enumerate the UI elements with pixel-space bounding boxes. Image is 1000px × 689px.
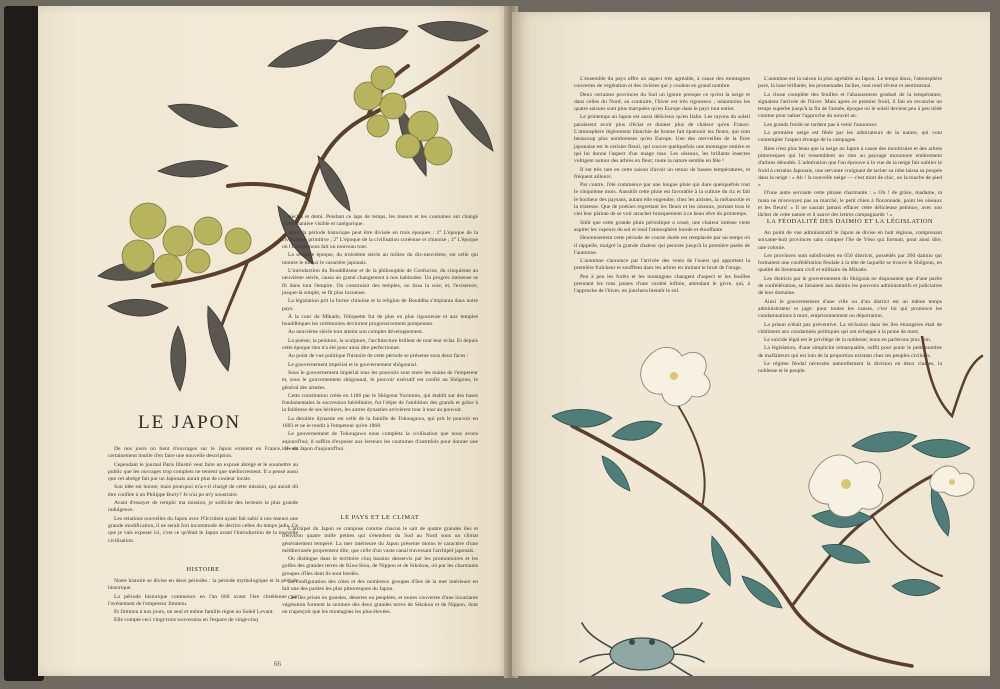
paragraph: Au point de vue politique l'histoire de cette période se présente sous deux faces :	[288, 353, 469, 360]
paragraph: Ces îles prises en grandes, désertes ou peuplées, et toutes couvertes d'une luxuriante végétation forment la ceinture des deux grandes terres de Sikokou et de Nippon, dont on n'aperçoit que les montagnes les plus élevées.	[282, 594, 478, 616]
histoire-text	[108, 578, 298, 626]
open-book	[4, 4, 996, 685]
paragraph: Il est très rare en cette saison d'avoir un retour de basses températures, et fréquent ailleurs.	[574, 166, 750, 180]
paragraph: Avant d'essayer de remplir ma mission, je sollicite des lecteurs la plus grande indulgence.	[108, 500, 298, 514]
paragraph: La chose complète des feuilles et l'abaissement graduel de la température, signalent l'arrivée de l'hiver. Mais après ce premier froid, il fait en revanche un temps superbe jusqu'à la fin de l'année, époque où le soleil devient peu à peu tiède comme pour saluer l'approche du nouvel an.	[758, 91, 942, 120]
paragraph: Le suicide légal est le privilège de la noblesse; nous en parlerons plus loin.	[764, 337, 932, 344]
paragraph: Les relations nouvelles du Japon avec l'Occident ayant fait subir à nos mœurs une grande modification, il ne serait fort incommode de décrire celles du temps jadis. Ce que je vais exposer ici, c'est ce qu'était le Japon avant l'introduction de la nouvelle civilisation.	[108, 515, 298, 544]
paragraph: Peu à peu les forêts et les montagnes changent d'aspect et les feuilles prennent les tons jaunes d'une variété infinie, attendant le givre, qui, à l'approche de l'hiver, en jonchera bientôt le sol.	[574, 273, 750, 295]
paragraph: Les districts par le gouvernement du Shôgoun ne disposaient que d'une partie de confédération, se faisaient aux daimio les pouvoirs administratifs et judiciaires de leur domaine.	[758, 275, 942, 297]
paragraph: La période historique commence en l'an 660 avant l'ère chrétienne par l'avènement de l'empereur Jimmou.	[108, 593, 298, 607]
history-column	[282, 214, 478, 454]
paragraph: Heureusement cette période de courte durée est remplacée par un temps où il rappelle, malgré la grande chaleur qui persiste jusqu'à la première partie de l'automne.	[574, 235, 750, 256]
climate-column	[574, 76, 750, 297]
paragraph: La dernière dynastie est celle de la famille de Tokougawa, qui prit le pouvoir en 1603 et ne le rendit à l'empereur qu'en 1868.	[282, 415, 478, 430]
paragraph: On distingue dans le territoire cinq bassins desservis par les promontoires et les golfes des grandes terres de Kiou-Siou, de Nippon et de Sikokou, où par les charmants groupes d'îles dont ils sont bordés.	[282, 556, 478, 577]
paragraph: Cependant le journal Paris Illustré veut faire un exposé abrégé et le soumettre au public que les ouvrages trop complets ne tentent que médiocrement. Il a pensé aussi que cet abrégé fait par un Japonais aurait plus de couleur locale.	[108, 461, 298, 483]
paragraph: Le gouvernement de Tokougawa nous compléta la civilisation que nous avons aujourd'hui; il suffira d'exposer aux lecteurs les coutumes d'autrefois pour donner une idée du Japon d'aujourd'hui.	[282, 431, 478, 452]
left-page	[38, 6, 512, 676]
paragraph: Notre histoire se divise en deux périodes : la période mythologique et la période historique.	[108, 578, 298, 592]
paragraph: Cette constitution créée en 1186 par le Shôgoun Yoritomo, qui établit sur des bases fondamentales la succession héréditaire, fut l'objet de l'ambition des grands et grâce à la faiblesse de ses héritiers, les autres dynasties arrivèrent tour à tour au pouvoir.	[282, 392, 478, 414]
paragraph: Par contre, l'été commence par une longue pluie qui dure quelquefois tout le cinquième mois. Aussitôt cette pluie est favorable à la culture du riz et fait le bonheur des paysans, autant elle engendre, chez les artistes, la mélancolie et la tristesse. Que de poésies regrettant les fleurs et les oiseaux, portant tous le ciel leur plainte de se voir arracher brusquement à ce beau rêve du printemps.	[574, 182, 750, 218]
paragraph: La configuration des côtes et des nombreux groupes d'îles de la mer intérieure en fait une des parties les plus pittoresques du Japon.	[282, 579, 478, 593]
paragraph: Ainsi le gouvernement d'une ville ou d'un district est un même temps administrateur et juge: pour toutes les causes, c'est lui qui prononce les condamnations à mort, emprisonnement ou déportation.	[758, 298, 942, 320]
paragraph: Et Jimmou à nos jours, un seul et même famille règne au Soleil Levant.	[114, 609, 274, 616]
intro-text	[108, 446, 298, 546]
paragraph: Deux certaines provinces du Sud un ignore presque ce qu'est la neige et dans celles du Nord, au contraire, l'hiver est très rigoureux ; néanmoins les quatre saisons sont plus marquées qu'en Europe dans le pays tout entier.	[574, 91, 750, 113]
paragraph: Elle compte ceci vingt-trois souverains en l'espace de vingt-cinq	[114, 617, 258, 624]
section-heading-histoire: HISTOIRE	[186, 566, 220, 573]
section-heading-pays: LE PAYS ET LE CLIMAT	[340, 514, 420, 521]
paragraph: La législation prit la forme chinoise et la religion de Bouddha s'implanta dans notre pays.	[282, 298, 478, 312]
paragraph: L'ensemble du pays offre un aspect très agréable, à cause des montagnes couvertes de végétation et des rivières qui y coulent en grand nombre.	[574, 76, 750, 90]
paragraph: La poésie, la peinture, la sculpture, l'architecture brillent de tout leur éclat. Et depuis cette époque rien n'a été pour ainsi dire perfectionné.	[282, 337, 478, 352]
paragraph: Les grands froids ne tardent pas à venir l'annoncer.	[764, 121, 878, 128]
paragraph: Son idée est bonne; mais pourquoi m'a-t-il chargé de cette mission, qui aurait dû être confiée à un Philippe Burty? Je n'ai pu m'y soustraire.	[108, 484, 298, 498]
paragraph: Au neuvième siècle tout atteint son complet développement.	[288, 329, 424, 336]
paragraph: Ainsi la période historique peut être divisée en trois époques : 1° L'époque de la civilisation primitive ; 2° L'époque de la civilisation coréenne et chinoise ; 3° L'époque où l'Europe nous fait un nouveau tour.	[282, 229, 478, 251]
seasons-column	[758, 76, 942, 221]
paragraph: L'archipel du Japon se compose comme chacun le sait de quatre grandes îles et d'environ quatre mille petites qui s'étendent du Sud au Nord sous un climat généralement tempéré. La mer intérieure du Japon présente moins le caractère d'une méditerranée proprement dite, que celle d'un vaste canal traversant l'archipel japonais.	[282, 526, 478, 554]
paragraph: L'automne s'annonce par l'arrivée des vents de l'ouest qui apportent la première fraîcheur et soufflent dans les arbres en imitant le bruit de l'orage.	[574, 258, 750, 272]
paragraph: Le gouvernement impérial et le gouvernement shôgounal.	[288, 361, 418, 368]
crab-icon	[572, 618, 712, 676]
pays-text	[282, 526, 478, 618]
section-heading-daimio: LA FÉODALITÉ DES DAIMIO ET LA LÉGISLATION	[766, 218, 934, 225]
paragraph: Au point de vue administratif le Japon se divise en huit régions, comprenant soixante-huit provinces sans compter l'île de Yéso qui formait, pour ainsi dire, une colonie.	[758, 230, 942, 251]
paragraph: Le régime féodal nécessite naturellement la division en deux classes, la noblesse et le peuple.	[758, 361, 942, 375]
article-title: LE JAPON	[138, 412, 242, 433]
paragraph: La seconde époque, du troisième siècle au milieu du dix-neuvième, est celle qui montre le mieux le caractère japonais.	[282, 252, 478, 266]
paragraph: L'introduction du Bouddhisme et de la philosophie de Confucius, du cinquième au neuvième siècle, causa un grand changement à nos habitudes. Un progrès immense se fit dans tout l'empire. On construisit des temples, on tissa la soie, et, l'existence, jusque-là simple, se fit plus luxueuse.	[282, 268, 478, 296]
paragraph: Sitôt que cette grande pluie périodique a cessé, une chaleur intense vient aspirer les vapeurs du sol et rend l'atmosphère lourde et étouffante.	[574, 219, 750, 233]
paragraph: L'automne est la saison la plus agréable au Japon. Le temps doux, l'atmosphère pure, la lune brillante, les promenades faciles, tout rend rêveur et sentimental.	[758, 76, 942, 90]
paragraph: La législation, d'une simplicité remarquable, suffit pour punir le petit nombre de malfaiteurs qui est loin de la proportion existant chez les peuples civilisés.	[758, 345, 942, 359]
paragraph: À la cour du Mikado, l'étiquette fut de plus en plus rigoureuse et aux temples bouddhiques les cérémonies devinrent progressivement pompeuses.	[282, 313, 478, 328]
paragraph: Sous le gouvernement impérial tous les pouvoirs sont entre les mains de l'empereur et, sous le gouvernement shôgounal, le pouvoir exécutif est confié au Shôgoun, le général des armées.	[282, 369, 478, 391]
paragraph: D'une autre servante cette phrase charmante : « Oh ! de grâce, madame, ta main ne m'envoyez pas au marché, le petit chien à floconnade, point les oiseaux et les fleurs! » Il ne saurait jamais effacer cette délicieuse peinture, avec son lâcher de cette nature et il sauve des lettres campagnarde ! »	[758, 190, 942, 219]
paragraph: De nos jours on tient d'ouvrages sur le Japon existent en France, il est certainement inutile d'en faire une nouvelle description.	[108, 446, 298, 460]
paragraph: Rien n'est plus beau que la neige au Japon à cause des monticules et des arbres pittoresques qui lui ressemblent un rien au paysage monotone entièrement d'arbres dénudés. L'admiration que l'on éprouve à la vue de la neige fait oublier le froid à certains Japonais, une servante craignant de tacher sa robe laissa sa poupée dans la neige : « Ah ! la nouvelle neige — c'est mort de chic, on la touche de pied »	[758, 145, 942, 189]
paragraph: La première neige est fêtée par les admirateurs de la nature, qui vont contempler l'aspect étrange de la campagne.	[758, 130, 942, 144]
paragraph: La prison n'était pas préventive. La réclusion dans les îles étrangères était de châtiment aux condamnés politiques qui ont échappé à la peine de mort.	[758, 321, 942, 335]
paragraph: Le printemps au Japon est aussi délicieux qu'en Italie. Les rayons du soleil paraissent avoir plus d'éclat et donner plus de chaleur qu'en France. L'atmosphère légèrement blanchie de brume fait épanouir les fleurs, qui sont beaucoup plus nombreuses qu'en Europe. Une des merveilles de la flore japonaise est le cerisier fleuri, qui couvre quelquefois une montagne entière et qui lui donne l'aspect d'un nuage rose. Les oiseaux, les brillants insectes voltigent autour des arbres en fleur; toute la nature semble en fête !	[574, 114, 750, 165]
paragraph: Les provinces sont subdivisées en 650 districts, possédés par 260 daimio qui formaient une confédération féodale à la tête de laquelle se trouve le Shôgoun, en qualité de lieutenant civil et militaire du Mikado.	[758, 252, 942, 274]
page-number: 66	[274, 660, 281, 668]
right-page	[512, 12, 990, 676]
paragraph: siècles et demi. Pendant ce laps de temps, les mœurs et les coutumes ont changé d'une manière visible et catégorique.	[282, 214, 478, 228]
